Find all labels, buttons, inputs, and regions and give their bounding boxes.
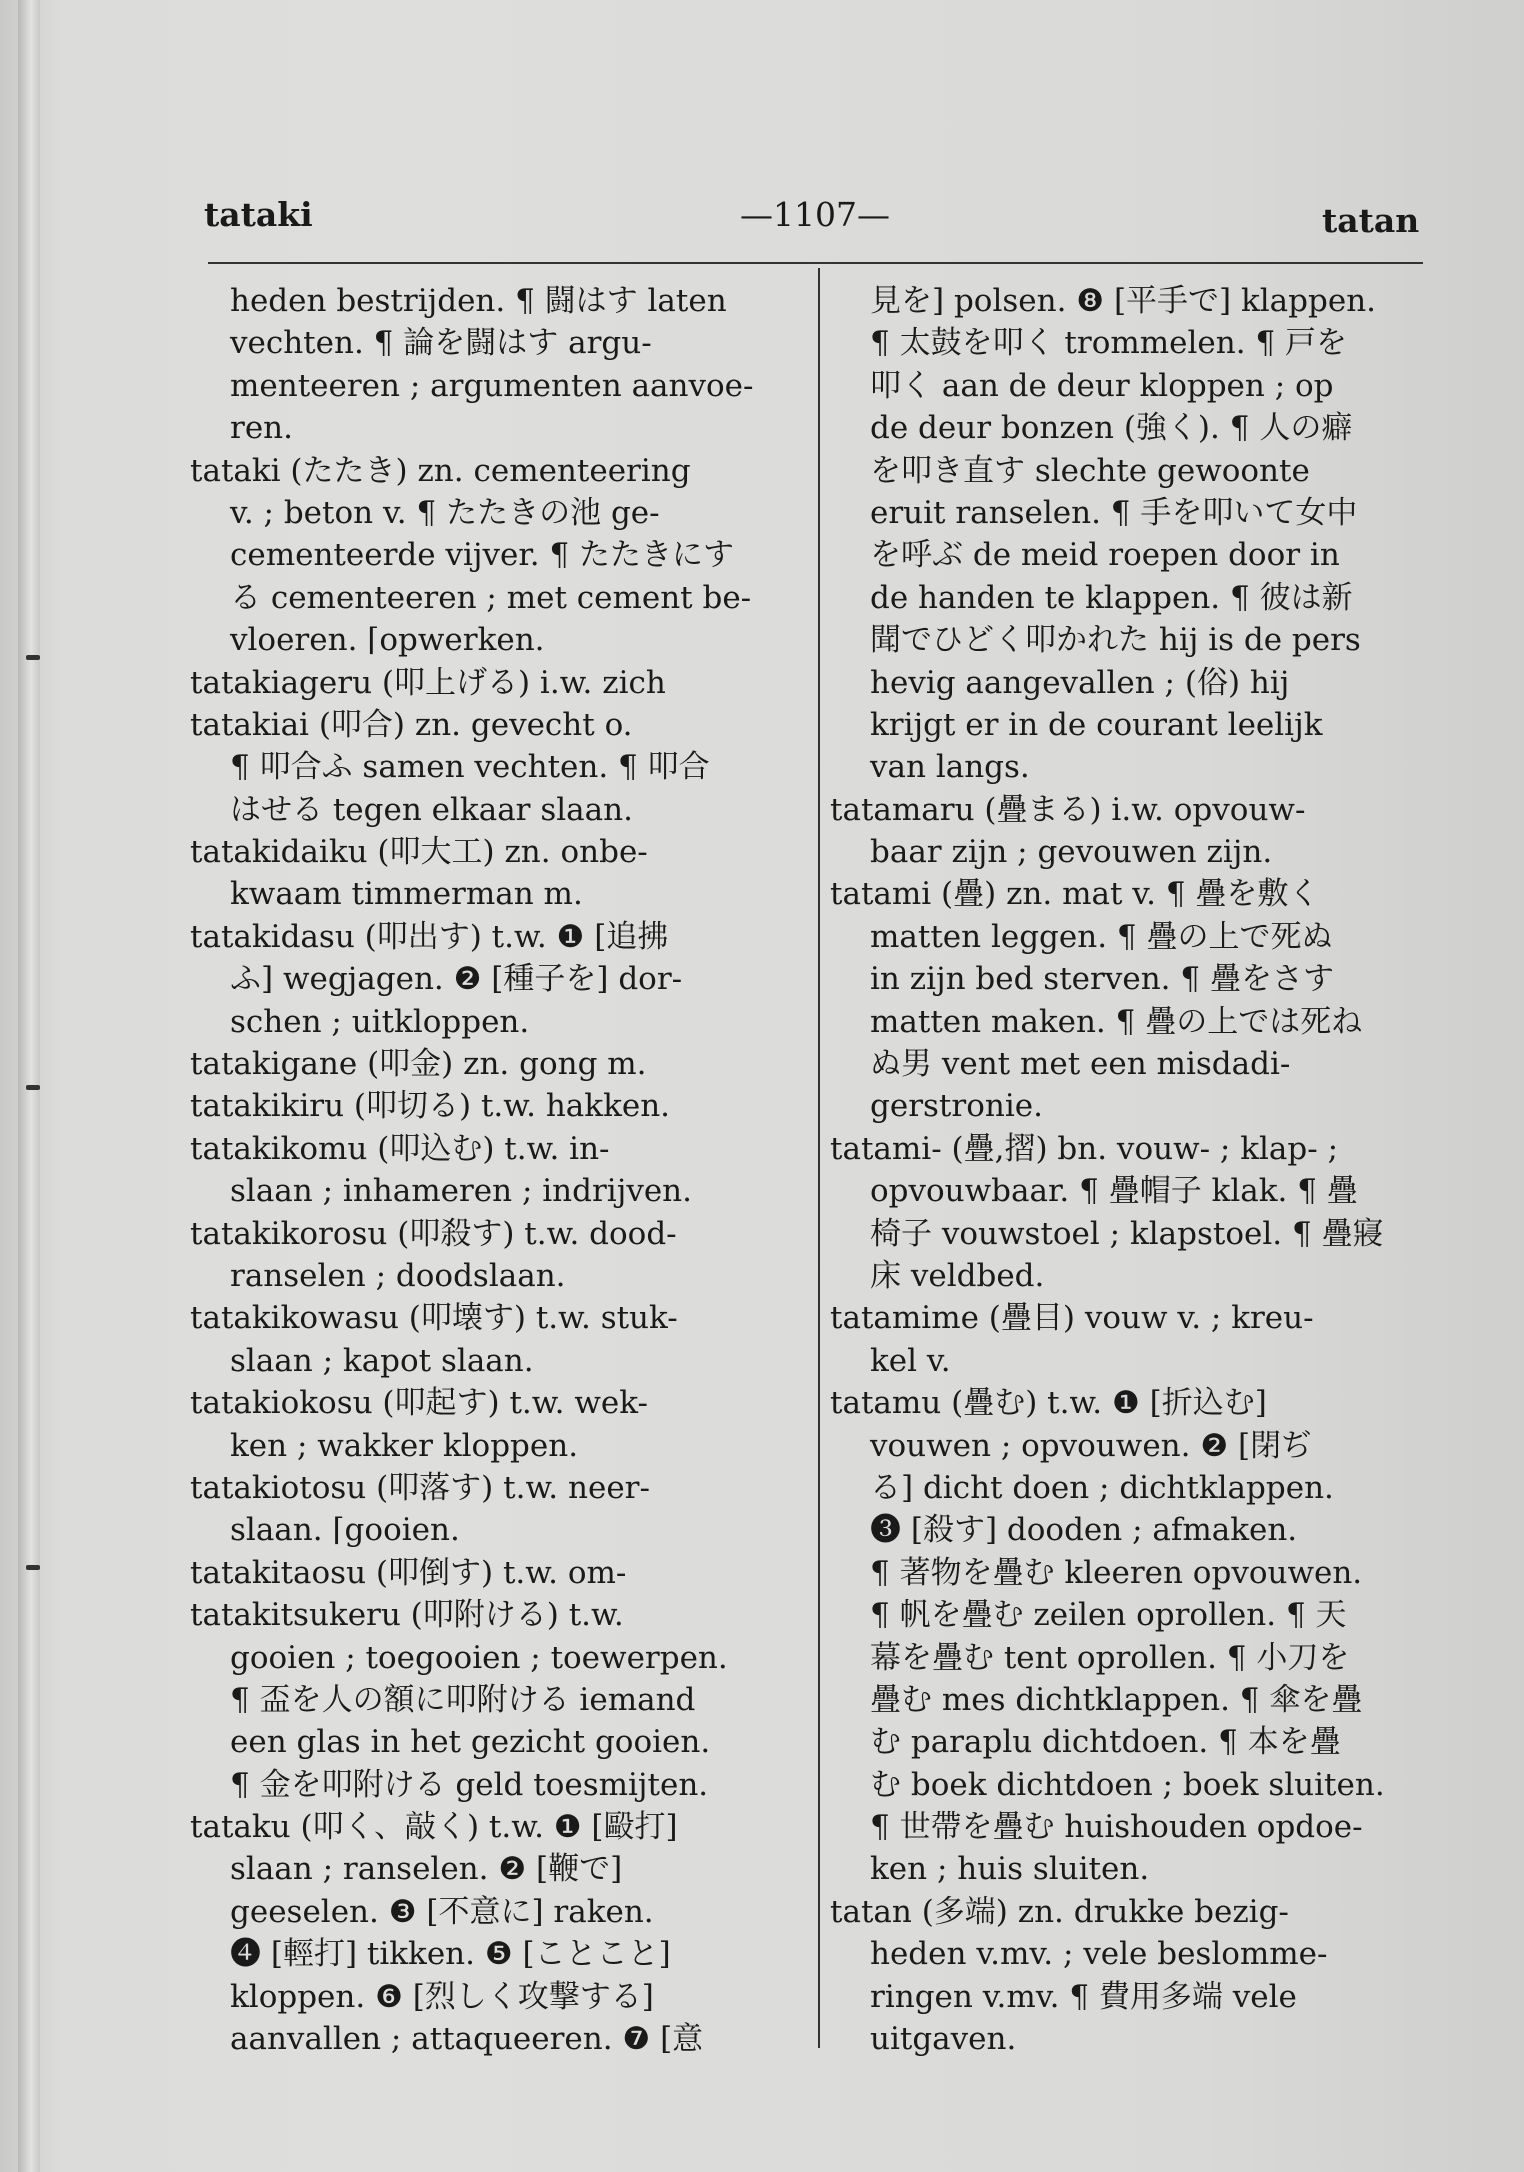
entry-text-line: in zijn bed sterven. ¶ 疊をさす xyxy=(870,961,1334,998)
entry-text-line: ¶ 太鼓を叩く trommelen. ¶ 戸を xyxy=(870,325,1348,362)
entry-text-line: を叩き直す slechte gewoonte xyxy=(870,452,1310,489)
entry-headword-line: tatakigane (叩金) zn. gong m. xyxy=(190,1046,647,1083)
entry-text-line: vloeren. ⌈opwerken. xyxy=(230,622,545,659)
entry-text-line: vechten. ¶ 論を闘はす argu- xyxy=(230,325,652,362)
entry-text-line: ren. xyxy=(230,410,293,447)
entry-text-line: 椅子 vouwstoel ; klapstoel. ¶ 疊寢 xyxy=(870,1215,1384,1252)
entry-headword-line: tatakiotosu (叩落す) t.w. neer- xyxy=(190,1469,650,1506)
entry-text-line: de handen te klappen. ¶ 彼は新 xyxy=(870,579,1353,616)
entry-text-line: v. ; beton v. ¶ たたきの池 ge- xyxy=(230,494,660,531)
entry-text-line: ¶ 叩合ふ samen vechten. ¶ 叩合 xyxy=(230,749,710,786)
entry-text-line: ¶ 世帶を疊む huishouden opdoe- xyxy=(870,1809,1363,1846)
entry-text-line: uitgaven. xyxy=(870,2021,1017,2058)
entry-text-line: 叩く aan de deur kloppen ; op xyxy=(870,367,1334,404)
entry-text-line: een glas in het gezicht gooien. xyxy=(230,1724,711,1761)
entry-text-line: ¶ 帆を疊む zeilen oprollen. ¶ 天 xyxy=(870,1597,1347,1634)
entry-text-line: menteeren ; argumenten aanvoe- xyxy=(230,367,754,404)
entry-text-line: aanvallen ; attaqueeren. ❼ [意 xyxy=(230,2021,704,2058)
entry-headword-line: tatakikowasu (叩壊す) t.w. stuk- xyxy=(190,1300,678,1337)
entry-text-line: 床 veldbed. xyxy=(870,1257,1045,1294)
entry-text-line: vouwen ; opvouwen. ❷ [閉ぢ xyxy=(870,1427,1313,1464)
entry-text-line: 幕を疊む tent oprollen. ¶ 小刀を xyxy=(870,1639,1350,1676)
entry-headword-line: tataku (叩く、敲く) t.w. ❶ [毆打] xyxy=(190,1809,678,1846)
binding-stitch xyxy=(26,1565,40,1570)
entry-text-line: を呼ぶ de meid roepen door in xyxy=(870,537,1340,574)
column-divider xyxy=(818,268,820,2048)
entry-text-line: 聞でひどく叩かれた hij is de pers xyxy=(870,622,1361,659)
entry-text-line: heden v.mv. ; vele beslomme- xyxy=(870,1936,1328,1973)
entry-text-line: kel v. xyxy=(870,1342,951,1379)
right-column xyxy=(830,280,1430,2060)
entry-text-line: gooien ; toegooien ; toewerpen. xyxy=(230,1639,728,1676)
entry-text-line: ¶ 金を叩附ける geld toesmijten. xyxy=(230,1766,709,1803)
header-rule xyxy=(208,262,1423,264)
entry-headword-line: tatan (多端) zn. drukke bezig- xyxy=(830,1893,1289,1930)
entry-headword-line: tatakidasu (叩出す) t.w. ❶ [追拂 xyxy=(190,918,669,955)
entry-text-line: slaan ; inhameren ; indrijven. xyxy=(230,1173,693,1210)
entry-headword-line: tatami- (疊,摺) bn. vouw- ; klap- ; xyxy=(830,1130,1339,1167)
binding-stitch xyxy=(26,1085,40,1090)
entry-text-line: ぬ男 vent met een misdadi- xyxy=(870,1046,1291,1083)
entry-headword-line: tatakikiru (叩切る) t.w. hakken. xyxy=(190,1088,671,1125)
entry-text-line: de deur bonzen (強く). ¶ 人の癖 xyxy=(870,410,1353,447)
entry-text-line: む boek dichtdoen ; boek sluiten. xyxy=(870,1766,1385,1803)
entry-text-line: ranselen ; doodslaan. xyxy=(230,1257,566,1294)
entry-text-line: hevig aangevallen ; (俗) hij xyxy=(870,664,1290,701)
entry-headword-line: tatakidaiku (叩大工) zn. onbe- xyxy=(190,834,648,871)
entry-headword-line: tatakiokosu (叩起す) t.w. wek- xyxy=(190,1385,648,1422)
entry-text-line: kloppen. ❻ [烈しく攻撃する] xyxy=(230,1978,654,2015)
entry-text-line: ken ; wakker kloppen. xyxy=(230,1427,579,1464)
entry-text-line: ❸ [殺す] dooden ; afmaken. xyxy=(870,1512,1298,1549)
page-header xyxy=(0,195,1524,245)
entry-text-line: る cementeeren ; met cement be- xyxy=(230,579,752,616)
entry-text-line: geeselen. ❸ [不意に] raken. xyxy=(230,1893,654,1930)
entry-headword-line: tatamu (疊む) t.w. ❶ [折込む] xyxy=(830,1385,1267,1422)
page-number: —1107— xyxy=(740,195,890,234)
entry-headword-line: tatakitaosu (叩倒す) t.w. om- xyxy=(190,1554,627,1591)
entry-headword-line: tatamaru (疊まる) i.w. opvouw- xyxy=(830,791,1306,828)
entry-text-line: baar zijn ; gevouwen zijn. xyxy=(870,834,1273,871)
entry-headword-line: tatamime (疊目) vouw v. ; kreu- xyxy=(830,1300,1314,1337)
entry-text-line: van langs. xyxy=(870,749,1030,786)
entry-text-line: 疊む mes dichtklappen. ¶ 傘を疊 xyxy=(870,1681,1363,1718)
binding-stitch xyxy=(26,655,40,660)
entry-text-line: kwaam timmerman m. xyxy=(230,876,583,913)
entry-text-line: 見を] polsen. ❽ [平手で] klappen. xyxy=(870,283,1377,319)
entry-text-line: ふ] wegjagen. ❷ [種子を] dor- xyxy=(230,961,683,998)
entry-text-line: む paraplu dichtdoen. ¶ 本を疊 xyxy=(870,1724,1341,1761)
entry-text-line: matten leggen. ¶ 疊の上で死ぬ xyxy=(870,918,1333,955)
entry-text-line: ¶ 著物を疊む kleeren opvouwen. xyxy=(870,1554,1363,1591)
entry-headword-line: tatakikomu (叩込む) t.w. in- xyxy=(190,1130,610,1167)
entry-text-line: schen ; uitkloppen. xyxy=(230,1003,530,1040)
entry-text-line: ❹ [輕打] tikken. ❺ [ことこと] xyxy=(230,1936,671,1973)
entry-text-line: matten maken. ¶ 疊の上では死ね xyxy=(870,1003,1363,1040)
entry-text-line: slaan ; kapot slaan. xyxy=(230,1342,534,1379)
entry-text-line: heden bestrijden. ¶ 闘はす laten xyxy=(230,283,727,319)
entry-text-line: krijgt er in de courant leelijk xyxy=(870,706,1323,743)
entry-text-line: はせる tegen elkaar slaan. xyxy=(230,791,633,828)
entry-headword-line: tatakikorosu (叩殺す) t.w. dood- xyxy=(190,1215,677,1252)
entry-text-line: cementeerde vijver. ¶ たたきにす xyxy=(230,537,735,574)
entry-text-line: gerstronie. xyxy=(870,1088,1043,1125)
entry-headword-line: tataki (たたき) zn. cementeering xyxy=(190,452,691,489)
entry-headword-line: tatakitsukeru (叩附ける) t.w. xyxy=(190,1597,624,1634)
header-right-guideword: tatan xyxy=(1322,201,1420,240)
entry-headword-line: tatakiageru (叩上げる) i.w. zich xyxy=(190,664,666,701)
entry-text-line: slaan ; ranselen. ❷ [鞭で] xyxy=(230,1851,623,1888)
left-column xyxy=(190,280,790,2060)
entry-headword-line: tatami (疊) zn. mat v. ¶ 疊を敷く xyxy=(830,876,1320,913)
entry-text-line: opvouwbaar. ¶ 疊帽子 klak. ¶ 疊 xyxy=(870,1173,1358,1210)
entry-text-line: ¶ 盃を人の額に叩附ける iemand xyxy=(230,1681,696,1718)
entry-text-line: る] dicht doen ; dichtklappen. xyxy=(870,1469,1334,1506)
header-left-guideword: tataki xyxy=(204,195,313,234)
entry-text-line: eruit ranselen. ¶ 手を叩いて女中 xyxy=(870,494,1358,531)
entry-text-line: ringen v.mv. ¶ 費用多端 vele xyxy=(870,1978,1297,2015)
entry-text-line: slaan. ⌈gooien. xyxy=(230,1512,460,1549)
entry-headword-line: tatakiai (叩合) zn. gevecht o. xyxy=(190,706,633,743)
entry-text-line: ken ; huis sluiten. xyxy=(870,1851,1150,1888)
